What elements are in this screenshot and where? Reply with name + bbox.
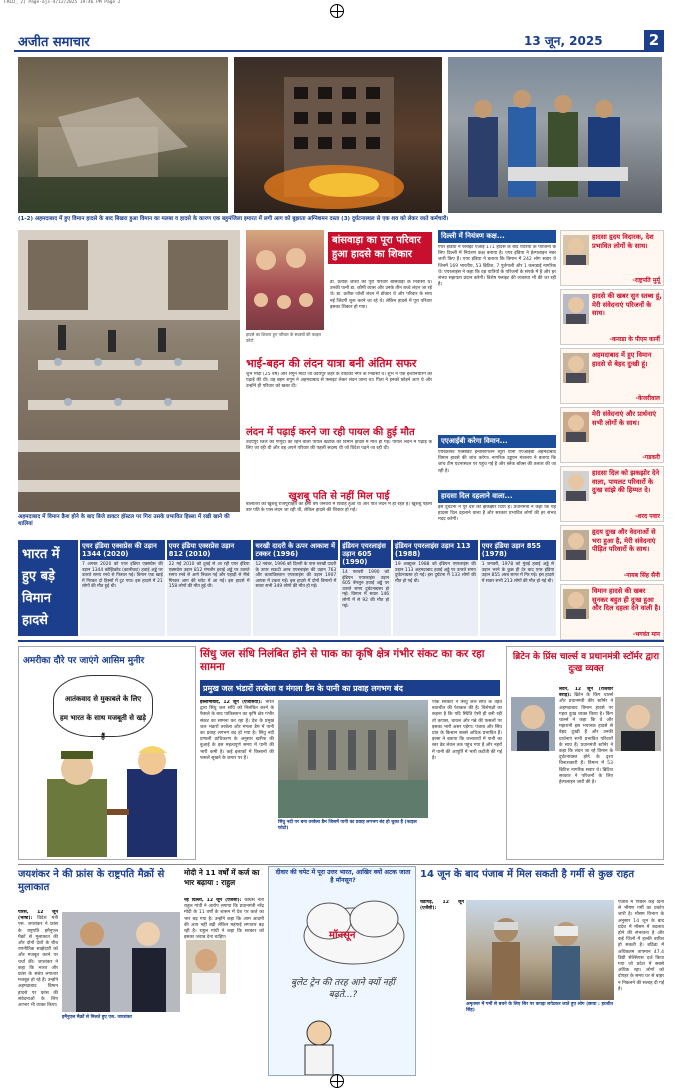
crash-item [253, 540, 338, 636]
heat-headline: 14 जून के बाद पंजाब में मिल सकती है गर्मी से कुछ राहत [420, 869, 635, 880]
jaishankar-macron-photo [62, 912, 180, 1012]
monsoon-cartoon [268, 866, 416, 1076]
crashes-title-line: हादसे [22, 613, 48, 628]
charles-dateline: लंदन, 12 जून (राजबीर बराड़): [559, 687, 613, 699]
jaishankar-body-text: विदेश मंत्री एस. जयशंकर ने फ्रांस के राष्ट्रपति इमैनुएल मैक्रों से मुलाकात की और दोनों देशों के बीच रणनीतिक साझेदारी को और मजबूत करने पर चर्चा की। जयशंकर ने कहा कि भारत और फ्रांस के संबंध लगातार मजबूत हो रहे हैं। उन्होंने अहमदाबाद विमान हादसे पर फ्रांस की संवेदनाओं के लिए आभार भी व्यक्त किया। [18, 916, 58, 1009]
crash-title: इंडियन एयरलाइंस उड़ान 605 (1990) [340, 540, 391, 568]
indus-body2: पाक सरकार ने सिंधु जल संधि के तहत बातचीत की पेशकश की है। विशेषज्ञों का कहना है कि यदि स्थिति ऐसी ही बनी रही तो कपास, चावल और गन्ने की फसलों पर इसका भारी असर पड़ेगा। पंजाब और सिंध प्रांत के किसान सबसे अधिक प्रभावित हैं। इरसा ने बताया कि जलाशयों में पानी का स्तर डेड लेवल तक पहुंच गया है और नहरों में पानी की आपूर्ति में भारी कटौती की गई है। [432, 700, 502, 761]
quote-author: -नायब सिंह सैनी [623, 572, 660, 579]
crashes-title-line: हुए बड़े [22, 569, 55, 584]
modi-body-text: कांग्रेस नेता राहुल गांधी ने आरोप लगाया कि प्रधानमंत्री नरेंद्र मोदी के 11 वर्षों के शासन में देश पर कर्ज का भार बढ़ गया है। उन्होंने कहा कि आम आदमी की आय नहीं बढ़ी लेकिन महंगाई लगातार बढ़ रही है। राहुल गांधी ने कहा कि सरकार को इसका जवाब देना चाहिए। [184, 898, 264, 941]
wreckage-photo [18, 57, 228, 213]
quote-box [560, 407, 664, 463]
cartoon-top-text: दीवार की चपेट में पूरा उत्तर भारत, आखिर क्यों अटक जाता है मॉनसून? [275, 869, 411, 884]
munir-headline: अमरीका दौरे पर जाएंगे आसिम मुनीर [23, 656, 145, 666]
crash-item [393, 540, 478, 636]
story1-headline: भाई-बहन की लंदन यात्रा बनी अंतिम सफर [246, 357, 417, 370]
family-headline-text: बांसवाड़ा का पूरा परिवार हुआ हादसे का शिकार [328, 232, 432, 264]
crash-item [167, 540, 252, 636]
hostel-mess-photo [18, 230, 240, 512]
newspaper-name: अजीत समाचार [18, 35, 90, 50]
quote-text: अहमदाबाद में हुए विमान हादसे से बेहद दुःखी हूं। [592, 351, 652, 368]
section-rule [18, 864, 664, 865]
heart-body: इस दुर्घटना ने पूरे देश को झकझोर दिया है। प्रधानमंत्री ने कहा कि यह हादसा दिल दहलाने वाला है और सरकार प्रभावित लोगों की हर संभव मदद करेगी। [438, 505, 556, 523]
quote-author: -केजरीवाल [635, 395, 660, 402]
jaishankar-body [18, 910, 58, 1076]
rescue-workers-photo [448, 57, 662, 213]
charles-body-text: ब्रिटेन के किंग चार्ल्स और प्रधानमंत्री कीर स्टॉर्मर ने अहमदाबाद विमान हादसे पर गहरा दुःख व्यक्त किया है। किंग चार्ल्स ने कहा कि वे और महारानी इस भयानक हादसे से बेहद दुःखी हैं और उनकी प्रार्थनाएं सभी प्रभावित परिवारों के साथ हैं। प्रधानमंत्री स्टॉर्मर ने कहा कि लंदन जा रहे विमान के दुर्घटनाग्रस्त होने के दृश्य विनाशकारी हैं। विमान में 53 ब्रिटिश नागरिक सवार थे। ब्रिटिश सरकार ने परिजनों के लिए हेल्पलाइन जारी की है। [559, 693, 613, 786]
tarbela-photo-caption: सिंधु नदी पर बना तरबेला डैम जिसमें पानी का प्रवाह लगभग बंद हो चुका है (फाइल फोटो) [278, 820, 417, 831]
tarbela-dam-photo [278, 700, 428, 818]
charles-box [506, 646, 664, 860]
delhi-body: एयर इंडिया ने फ्लाइट एआई 171 हादसे के बाद यात्रियों के परिजनों के लिए दिल्ली में नियंत्रण कक्ष बनाया है। एयर इंडिया ने हेल्पलाइन नंबर जारी किए हैं। एयर इंडिया ने बताया कि विमान में 242 लोग सवार थे जिनमें 169 भारतीय, 53 ब्रिटिश, 7 पुर्तगाली और 1 कनाडाई नागरिक थे। एयरलाइंस ने कहा कि वह यात्रियों के परिजनों के संपर्क में है और हर संभव सहायता प्रदान करेगी। विशेष फ्लाइट की व्यवस्था भी की जा रही है। [438, 245, 556, 288]
crashes-title-line: विमान [22, 591, 51, 606]
story2-body: उदयपुर जिले की गोगुंदा की रहने वाली पायल खटीक की विमान हादसे में मौत हो गई। पायल लंदन में पढ़ाई के लिए जा रही थी और वह अपने परिवार की पहली सदस्य थी जो विदेश पढ़ने जा रही थी। [246, 440, 432, 452]
quote-text: हादसा हृदय विदारक, देश प्रभावित लोगों के साथ। [592, 233, 654, 250]
crash-item [340, 540, 391, 636]
crash-title: इंडियन एयरलाइंस उड़ान 113 (1988) [393, 540, 478, 560]
modi-headline: मोदी ने 11 वर्षों में कर्ज का भार बढ़ाया : राहुल [184, 868, 260, 887]
slug-line: FRLO_ 2] Page-ajs-4/12/2025 19:46 PM Page 2 [4, 0, 121, 5]
crash-title: चरखी दादरी के ऊपर आकाश में टक्कर (1996) [253, 540, 338, 560]
section-rule [18, 640, 664, 642]
quote-person-photo [563, 412, 589, 442]
crash-title: एयर इंडिया उड़ान 855 (1978) [480, 540, 556, 560]
heat-body-left [420, 900, 464, 1076]
quote-text: हादसा दिल को झकझोर देने वाला, पायलट परिवारों के दुःख सांझे की हिम्मत दे। [592, 469, 660, 494]
family-photo [246, 230, 324, 330]
quote-person-photo [563, 353, 589, 383]
story2-headline: लंदन में पढ़ाई करने जा रही पायल की हुई मौत [246, 427, 415, 438]
indus-subhead: प्रमुख जल भंडारों तरबेला व मंगला डैम के पानी का प्रवाह लगभग बंद [200, 680, 500, 696]
quote-text: मेरी संवेदनाएं और प्रार्थनाएं सभी लोगों के साथ। [592, 410, 657, 427]
jaishankar-photo-caption: इमैनुएल मैक्रों से मिलते हुए एस. जयशंकर [62, 1015, 133, 1020]
quote-box [560, 584, 664, 640]
page-number: 2 [644, 30, 664, 50]
charles-body [511, 687, 661, 857]
heart-header: हादसा दिल दहलाने वाला... [438, 490, 556, 503]
crashes-list [80, 540, 556, 636]
quote-box [560, 466, 664, 522]
quote-text: हादसे की खबर सुन स्तब्ध हूं, मेरी संवेदनाएं परिजनों के साथ। [592, 292, 662, 317]
quotes-column [560, 230, 664, 638]
crash-body: 1 जनवरी, 1978 को मुंबई हवाई अड्डे से उड़ान भरने के कुछ ही देर बाद एयर इंडिया उड़ान 855 अरब सागर में गिर गई। इस हादसे में सवार सभी 213 लोगों की मौत हो गई थी। [481, 562, 555, 584]
indus-body-left [200, 700, 274, 860]
charles-headline: ब्रिटेन के प्रिंस चार्ल्स व प्रधानमंत्री स्टॉर्मर द्वारा दुःख व्यक्त [512, 652, 660, 674]
quote-box [560, 525, 664, 581]
quote-text: हृदय दुःख और वेदनाओं से भरा हुआ है, मेरी संवेदनाएं पीड़ित परिवारों के साथ। [592, 528, 656, 553]
delhi-box [438, 230, 556, 532]
crash-title: एयर इंडिया एक्सप्रेस उड़ान 812 (2010) [167, 540, 252, 560]
quote-box [560, 289, 664, 345]
family-body: डा. प्रतीक जोशी की पूरा परिवार बांसवाड़ा के निवासी थे। उनकी पत्नी डा. कौमी व्यास और उनके तीन बच्चे लंदन जा रहे थे। डा. प्रतीक जोशी लंदन में डॉक्टर थे और परिवार के साथ नई जिंदगी शुरू करने जा रहे थे। लेकिन हादसे में पूरा परिवार इसका शिकार हो गया। [330, 280, 432, 310]
family-photo-caption: हादसे का शिकार हुए परिवार के सदस्यों की फाइल फोटो [246, 332, 322, 343]
cartoon-sign: मॉनसून [329, 930, 356, 941]
indus-headline: सिंधु जल संधि निलंबित होने से पाक का कृषि क्षेत्र गंभीर संकट का कर रहा सामना [200, 648, 485, 673]
story3-body: बालोतरा की खुशबू राजपुरोहित का इसी वर्ष जनवरी में विवाह हुआ था और पति लंदन में ही रहते हैं। खुशबू पहली बार पति के पास लंदन जा रही थी, लेकिन हादसे की शिकार हो गई। [246, 502, 432, 514]
crash-body: 12 नवंबर, 1996 को दिल्ली के पास चरखी दादरी के ऊपर सऊदी अरब एयरलाइंस की उड़ान 763 और कजाकिस्तान एयरलाइंस की उड़ान 1907 आपस में टकरा गईं। इस हादसे में दोनों विमानों में सवार सभी 349 लोगों की मौत हो गई। [255, 562, 337, 590]
masthead [14, 30, 664, 52]
crash-body: 14 फरवरी 1990 को इंडियन एयरलाइंस उड़ान 605 बेंगलुरु हवाई अड्डे पर उतरते समय दुर्घटनाग्रस्त हो गई। विमान में सवार 146 लोगों में से 92 की मौत हो गई। [342, 570, 390, 609]
munir-cartoon-figure [37, 739, 187, 857]
burning-building-photo [234, 57, 442, 213]
quote-person-photo [563, 530, 589, 560]
indus-body1: भारत द्वारा सिंधु जल संधि को निलंबित करने के फैसले के बाद पाकिस्तान का कृषि क्षेत्र गंभीर संकट का सामना कर रहा है। देश के प्रमुख जल भंडारों तरबेला और मंगला डैम में पानी का प्रवाह लगभग बंद हो गया है। सिंधु नदी प्रणाली प्राधिकरण के अनुसार खरीफ की बुआई के इस महत्वपूर्ण समय में पानी की भारी कमी है। कई इलाकों में किसानों की फसलें सूखने के कगार पर हैं। [200, 700, 274, 761]
heat-photo [466, 900, 614, 1000]
registration-mark [330, 1074, 344, 1088]
quote-author: -कनाडा के पीएम कार्नी [609, 336, 660, 343]
indus-dateline: इस्लामाबाद, 12 जून (एजेंसियां): [200, 700, 263, 705]
munir-bubble-text: आतंकवाद से मुकाबले के लिए हम भारत के साथ मजबूती से खड़े हैं [60, 695, 146, 741]
crash-item [480, 540, 556, 636]
modi-dateline: नई दिल्ली, 12 जून (एजेंसी): [184, 898, 242, 903]
crashes-title-line: भारत में [22, 547, 60, 562]
crash-body: 7 अगस्त 2020 को एयर इंडिया एक्सप्रेस की उड़ान 1344 कोझिकोड (कालीकट) हवाई अड्डे पर उतरते समय रनवे से फिसल गई। विमान एक खाई में गिरकर दो हिस्सों में टूट गया। इस हादसे में 21 लोगों की मौत हुई थी। [82, 562, 163, 590]
cartoon-man [289, 1017, 349, 1075]
cartoon-speech: बुलेट ट्रेन की तरह आने क्यों नहीं बढ़ते...? [291, 978, 395, 1000]
quote-author: -भगवंत मान [632, 631, 660, 638]
quote-person-photo [563, 294, 589, 324]
top-photos-caption: (1-2) अहमदाबाद में हुए विमान हादसे के बाद बिखरा हुआ विमान का मलबा व हादसे के कारण एक बहुमंजिला इमारत में लगी आग को बुझाता अग्निशमन दस्ता (3) दुर्घटनास्थल से एक शव को लेकर जाते कर्मचारी। [18, 216, 449, 222]
issue-date: 13 जून, 2025 [524, 34, 603, 48]
story1-body: शुभ मोदी (25 वर्ष) और शगुन मोदी जो उदयपुर शहर के वाटिका नगर के निवासी थे। शुभ ने एक इंजीनियरिंग की पढ़ाई की थी। वह बहन शगुन ने अहमदाबाद से फ्लाइट लेकर लंदन जाना था। पिता ने इनको छोड़ने आए थे और उन्होंने ही परिवार को खबर दी। [246, 372, 432, 390]
crash-title: एयर इंडिया एक्सप्रेस की उड़ान 1344 (2020) [80, 540, 165, 560]
quote-person-photo [563, 235, 589, 265]
quote-text: विमान हादसे की खबर सुनकर बहुत ही दुःख हुआ और दिल दहला देने वाली है। [592, 587, 661, 612]
heat-dateline: चंडीगढ़, 12 जून (एजेंसी): [420, 900, 464, 912]
hostel-photo-caption: अहमदाबाद में विमान क्रैश होने के बाद बिजे डाक्टर हॉस्टल पर गिरा उसके प्रभावित हिस्सा में रखी खाने की थालियां [18, 514, 230, 527]
crash-body: 22 मई 2010 को दुबई से आ रही एयर इंडिया एक्सप्रेस उड़ान 812 मंगलौर हवाई अड्डे पर उतरते समय रनवे से आगे निकल गई और पहाड़ी से नीचे गिरकर आग की चपेट में आ गई। इस हादसे में 158 लोगों की मौत हुई थी। [168, 562, 250, 590]
modi-body [184, 898, 264, 1076]
family-headline [328, 232, 432, 276]
story3-headline: खुशबू पति से नहीं मिल पाई [288, 491, 390, 502]
quote-person-photo [563, 471, 589, 501]
aaib-body: एयरक्राफ्ट एक्सीडेंट इन्वेस्टिगेशन ब्यूरो यानी एएआईबी अहमदाबाद विमान हादसे की जांच करेगा। नागरिक उड्डयन मंत्रालय ने बताया कि जांच टीम घटनास्थल पर पहुंच गई है और ब्लैक बॉक्स की तलाश की जा रही है। [438, 450, 556, 474]
munir-box [18, 646, 196, 860]
quote-author: -शरद पवार [634, 513, 660, 520]
heat-photo-caption: अमृतसर में गर्मी से बचने के लिए सिर पर कपड़ा लपेटकर जाते हुए लोग (छाया : हरजीत सिंह) [466, 1002, 614, 1013]
quote-person-photo [563, 589, 589, 619]
heat-body: पंजाब में पिछले कई दिनों से भीषण गर्मी का प्रकोप जारी है। मौसम विभाग के अनुसार 14 जून के बाद प्रदेश में मौसम में बदलाव होने की संभावना है और कई जिलों में हल्की बारिश हो सकती है। बठिंडा में अधिकतम तापमान 47.4 डिग्री सेल्सियस दर्ज किया गया जो प्रदेश में सबसे अधिक रहा। लोगों को दोपहर के समय घर से बाहर न निकलने की सलाह दी गई है। [618, 900, 664, 992]
crash-item [80, 540, 165, 636]
quote-author: -राष्ट्रपति मुर्मू [632, 277, 660, 284]
aaib-header: एएआईबी करेगा विमान... [438, 435, 556, 448]
quote-author: -गडकरी [642, 454, 660, 461]
delhi-header: दिल्ली में नियंत्रण कक्ष... [438, 230, 556, 243]
jaishankar-dateline: पेरिस, 12 जून (भाषा): [18, 910, 58, 922]
quote-box [560, 230, 664, 286]
quote-box [560, 348, 664, 404]
jaishankar-headline: जयशंकर ने की फ्रांस के राष्ट्रपति मैक्रों से मुलाकात [18, 869, 165, 893]
munir-speech-bubble [53, 675, 153, 741]
registration-mark [330, 4, 344, 18]
crashes-title-box [18, 540, 78, 636]
crash-body: 19 अक्टूबर 1988 को इंडियन एयरलाइंस की उड़ान 113 अहमदाबाद हवाई अड्डे पर उतरते समय दुर्घटनाग्रस्त हो गई। इस दुर्घटना में 133 लोगों की मौत हो गई थी। [395, 562, 476, 584]
